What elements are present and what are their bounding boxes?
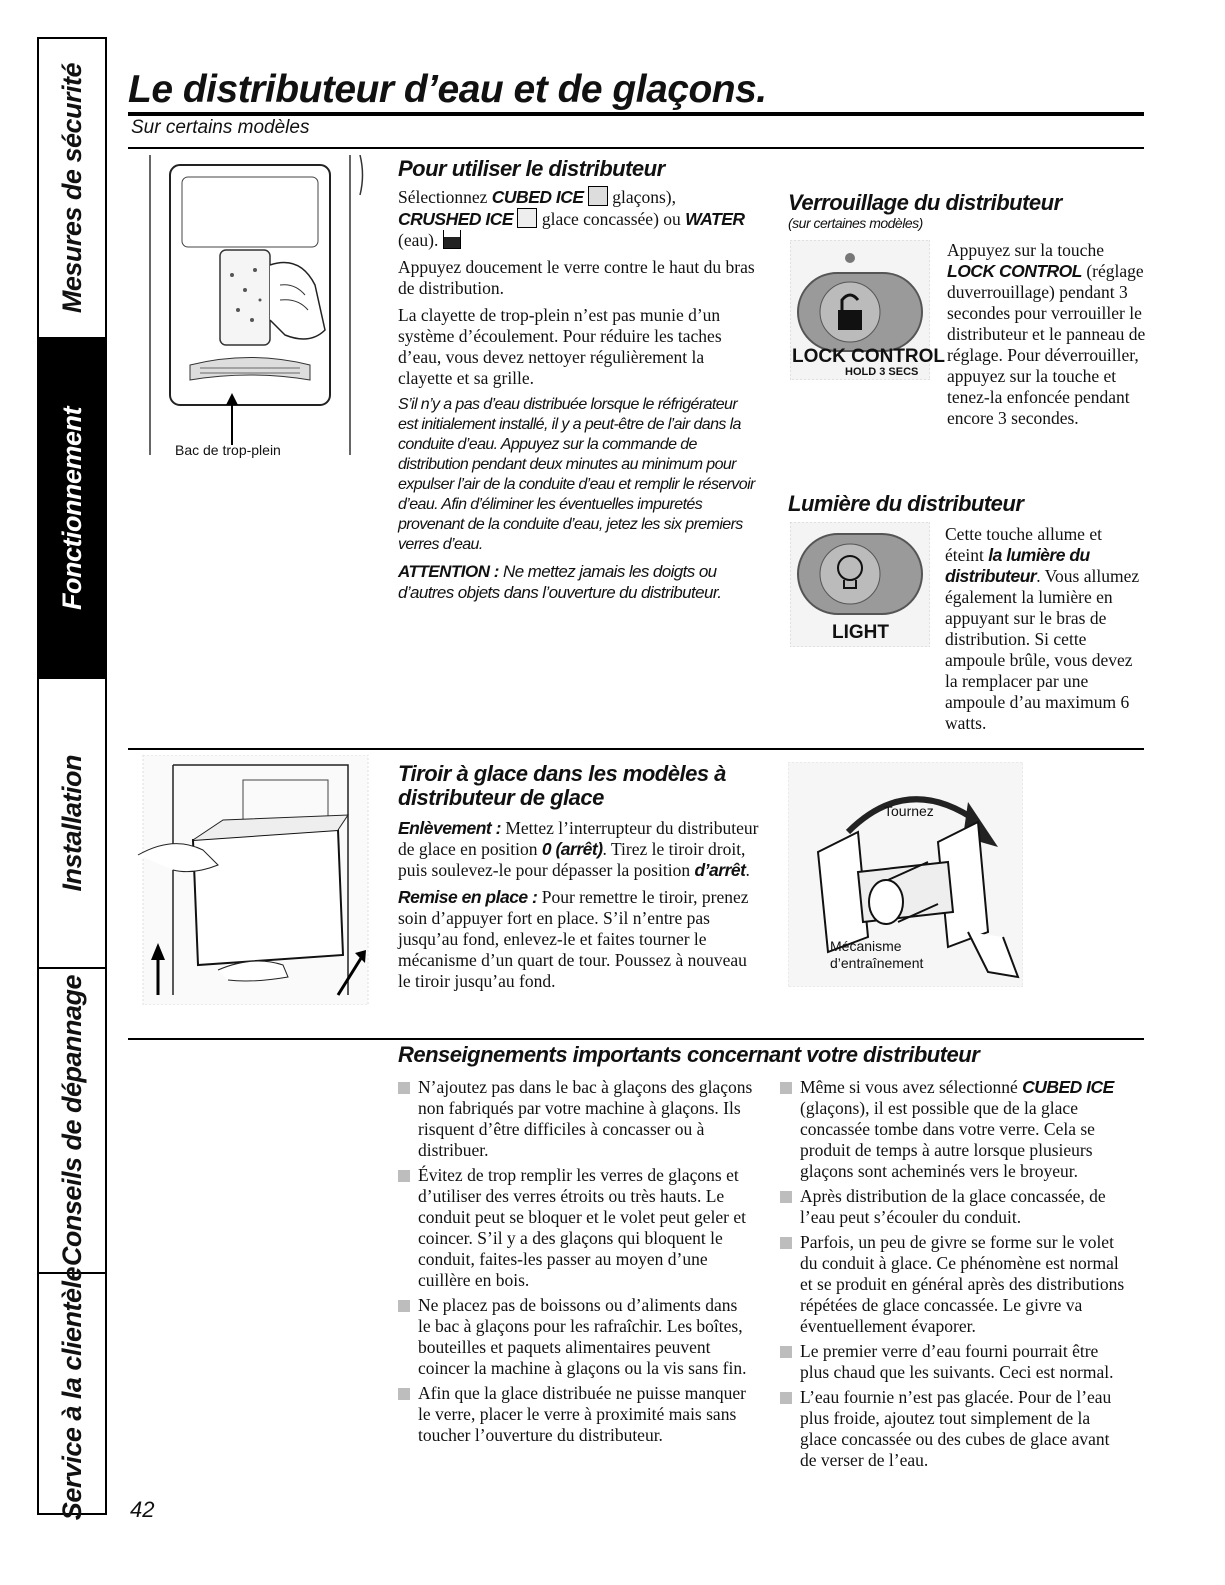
sidebar-tab-label: Fonctionnement: [56, 406, 87, 610]
attention-text: Ne mettez jamais les doigts ou d’autres objets dans l’ouverture du distributeur.: [398, 562, 722, 602]
drawer-body: [398, 818, 763, 998]
water-icon: [443, 230, 461, 249]
list-item-text: Parfois, un peu de givre se forme sur le volet du conduit à glace. Ce phénomène est normal et se produit en général après des distributions répétées de glace concassée. Le givre va éventuellement évaporer.: [800, 1232, 1125, 1336]
text: glace concassée) ou: [537, 209, 686, 229]
section-sidebar: [37, 37, 107, 1521]
light-body: [945, 524, 1145, 740]
lock-control-key: LOCK CONTROL: [947, 261, 1082, 281]
text: glaçons),: [607, 187, 676, 207]
use-paragraph-tray: La clayette de trop-plein n’est pas munie d’un système d’écoulement. Pour réduire les taches d’eau, vous devez nettoyer régulièrement la clayette et sa grille.: [398, 305, 722, 388]
section-divider: [128, 147, 1144, 149]
sidebar-tab-troubleshooting[interactable]: [39, 969, 105, 1274]
mechanism-label-2: d’entraînement: [830, 955, 924, 971]
cubed-ice-icon: [588, 186, 608, 206]
cubed-ice-label: CUBED ICE: [491, 187, 584, 207]
text: . Vous allumez également la lumière en appuyant sur le bras de distribution. Si cette ampoule brûle, vous devez la remplacer par une ampoule d’au maximum 6 watts.: [945, 566, 1140, 733]
sidebar-tab-label: Installation: [56, 754, 87, 892]
sidebar-tab-operation[interactable]: [39, 339, 105, 679]
ice-drawer-illustration: [133, 755, 373, 1005]
bullet-icon: [398, 1082, 410, 1094]
removal-label: Enlèvement :: [398, 818, 501, 838]
bullet-icon: [780, 1191, 792, 1203]
bullet-icon: [780, 1392, 792, 1404]
sidebar-tab-label: Service à la clientèle: [56, 1266, 87, 1521]
list-item-text: Le premier verre d’eau fourni pourrait être plus chaud que les suivants. Ceci est normal.: [800, 1341, 1114, 1382]
page-subtitle: Sur certains modèles: [131, 117, 310, 138]
use-paragraph-press: Appuyez doucement le verre contre le haut du bras de distribution.: [398, 257, 755, 298]
use-note: S’il n’y a pas d’eau distribuée lorsque le réfrigérateur est initialement installé, il y a peut-être de l’air dans la conduite d’eau. Appuyez sur la commande de distribution pendant deux minutes au minimum pour expulser l’air de la conduite d’eau et remplir le réservoir d’eau. Afin d’éliminer les éventuelles impuretés provenant de la conduite d’eau, jetez les six premiers verres d’eau.: [398, 396, 755, 553]
info-heading: Renseignements importants concernant votre distributeur: [398, 1042, 980, 1067]
dispenser-illustration: [140, 155, 375, 455]
lock-heading: Verrouillage du distributeur: [788, 190, 1062, 215]
list-item-text: Afin que la glace distribuée ne puisse manquer le verre, placer le verre à proximité mais sans toucher l’ouverture du distributeur.: [418, 1383, 747, 1445]
page-title: Le distributeur d’eau et de glaçons.: [128, 68, 767, 111]
list-item-text: Ne placez pas de boissons ou d’aliments dans le bac à glaçons pour les rafraîchir. Les boîtes, bouteilles et paquets alimentaires peuvent coincer la machine à glaçons ou la vis sans fin.: [418, 1295, 747, 1378]
title-rule: [128, 112, 1144, 116]
info-list-left: [398, 1077, 753, 1450]
bullet-icon: [780, 1237, 792, 1249]
sidebar-tab-safety[interactable]: [39, 39, 105, 339]
list-item: [780, 1186, 1125, 1228]
lock-subheading: (sur certaines modèles): [788, 215, 923, 231]
bullet-icon: [398, 1300, 410, 1312]
removal-paragraph: [398, 818, 763, 881]
replace-label: Remise en place :: [398, 887, 538, 907]
drawer-heading: Tiroir à glace dans les modèles à distributeur de glace: [398, 761, 726, 810]
section-divider: [128, 748, 1144, 750]
text: . Tirez le tiroir droit, puis soulevez-le pour dépasser la position: [398, 839, 746, 880]
mechanism-label: Mécanisme: [830, 938, 902, 954]
bullet-icon: [780, 1346, 792, 1358]
section-divider: [128, 1038, 1144, 1040]
replace-paragraph: [398, 887, 763, 992]
drive-mechanism-illustration: [788, 762, 1023, 987]
list-item: [780, 1232, 1125, 1337]
text: (eau).: [398, 230, 439, 250]
light-button-label[interactable]: LIGHT: [832, 622, 889, 643]
text: .: [745, 860, 750, 880]
water-label: WATER: [685, 209, 745, 229]
turn-label: Tournez: [884, 803, 934, 819]
text: Sélectionnez: [398, 187, 492, 207]
overflow-tray-caption: Bac de trop-plein: [175, 442, 281, 458]
list-item-text: N’ajoutez pas dans le bac à glaçons des glaçons non fabriqués par votre machine à glaçons. Ils risquent d’être difficiles à concasser ou à distribuer.: [418, 1077, 753, 1160]
use-body: [398, 186, 760, 609]
sidebar-tab-label: Conseils de dépannage: [56, 974, 87, 1267]
text: Appuyez sur la touche: [947, 240, 1104, 260]
text: (glaçons), il est possible que de la glace concassée tombe dans votre verre. Cela se produit de temps à autre lorsque plusieurs glaçons sont acheminés vers le broyeur.: [800, 1098, 1095, 1181]
list-item: [398, 1295, 753, 1379]
stop-position: d’arrêt: [694, 860, 746, 880]
list-item-text: Après distribution de la glace concassée, de l’eau peut s’écouler du conduit.: [800, 1186, 1106, 1227]
lock-control-hold-label: HOLD 3 SECS: [845, 366, 919, 378]
text: Mettez l’interrupteur du distributeur de glace en position: [398, 818, 759, 859]
attention-label: ATTENTION :: [398, 562, 499, 581]
text: (réglage duverrouillage) pendant 3 secondes pour verrouiller le distributeur et le panneau de réglage. Pour déverrouiller, appuyez sur la touche et tenez-la enfoncée pendant encore 3 secondes.: [947, 261, 1146, 428]
list-item: [780, 1077, 1125, 1182]
list-item: [780, 1387, 1125, 1471]
info-list-right: [780, 1077, 1125, 1475]
cubed-ice-label: CUBED ICE: [1022, 1077, 1114, 1097]
text: Cette touche allume et éteint: [945, 524, 1102, 565]
sidebar-tab-installation[interactable]: [39, 679, 105, 969]
bullet-icon: [398, 1388, 410, 1400]
bullet-icon: [398, 1170, 410, 1182]
dispenser-light-key: la lumière du distributeur: [945, 545, 1090, 586]
sidebar-tab-label: Mesures de sécurité: [56, 62, 87, 314]
list-item-text: L’eau fournie n’est pas glacée. Pour de l’eau plus froide, ajoutez tout simplement de la glace concassée ou des cubes de glace avant de verser de l’eau.: [800, 1387, 1112, 1470]
crushed-ice-label: CRUSHED ICE: [398, 209, 514, 229]
page-number: 42: [130, 1497, 155, 1522]
list-item: [398, 1383, 753, 1446]
use-heading: Pour utiliser le distributeur: [398, 156, 665, 181]
list-item: [780, 1341, 1125, 1383]
text: Même si vous avez sélectionné: [800, 1077, 1023, 1097]
attention-note: [398, 561, 760, 603]
crushed-ice-icon: [517, 208, 537, 228]
lock-body: [947, 240, 1147, 435]
sidebar-tab-customer-service[interactable]: [39, 1266, 105, 1521]
use-paragraph-select: [398, 186, 760, 251]
bullet-icon: [780, 1082, 792, 1094]
list-item: [398, 1077, 753, 1161]
off-position: 0 (arrêt): [541, 839, 603, 859]
light-heading: Lumière du distributeur: [788, 491, 1024, 516]
text: Pour remettre le tiroir, prenez soin d’appuyer fort en place. S’il n’entre pas jusqu’au fond, enlevez-le et faites tourner le mécanisme d’un quart de tour. Poussez à nouveau le tiroir jusqu’au fond.: [398, 887, 749, 991]
list-item: [398, 1165, 753, 1291]
indicator-light-icon: [845, 253, 855, 263]
lock-control-button-label[interactable]: LOCK CONTROL: [792, 346, 946, 367]
list-item-text: Évitez de trop remplir les verres de glaçons et d’utiliser des verres étroits ou très hauts. Le conduit peut se bloquer et le volet peut geler et coincer. S’il y a des glaçons qui bloquent le conduit, faites-les passer au moyen d’une cuillère en bois.: [418, 1165, 747, 1290]
